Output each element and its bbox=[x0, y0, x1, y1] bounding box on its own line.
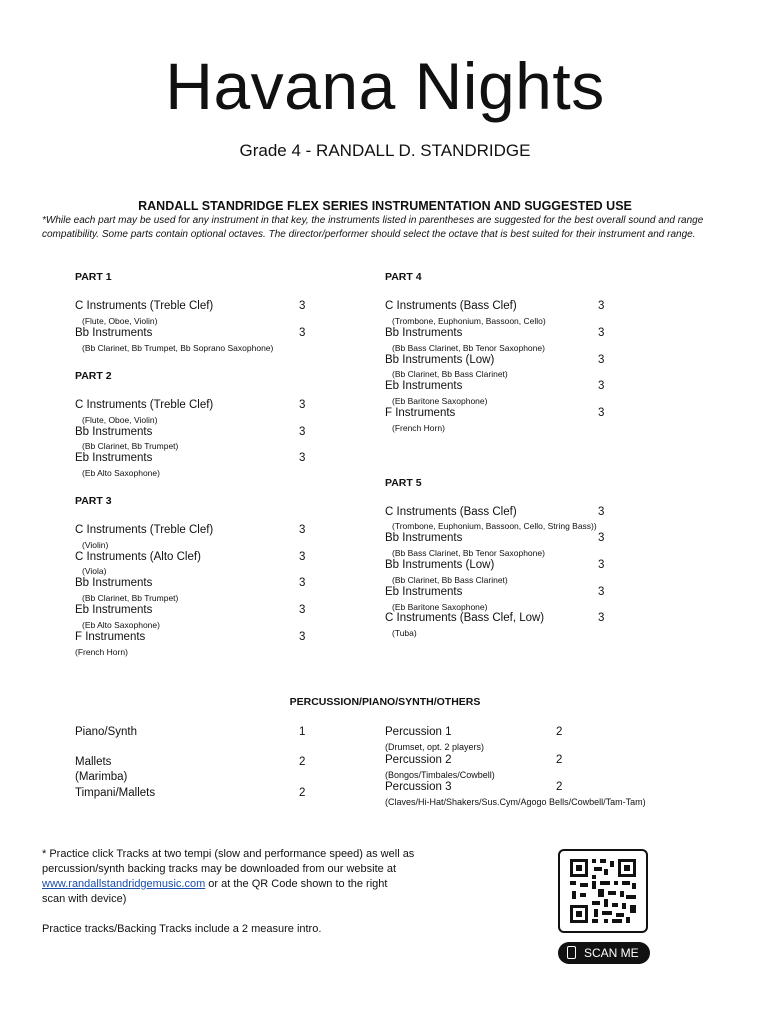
item-qty: 3 bbox=[299, 524, 306, 536]
item-qty: 3 bbox=[299, 426, 306, 438]
part2-title: PART 2 bbox=[75, 370, 112, 382]
percussion-item-sub: (Drumset, opt. 2 players) bbox=[385, 742, 485, 752]
instrumentation-note: *While each part may be used for any instrument in that key, the instruments listed in parentheses are suggested for the best overall sound and range compatibility. Some parts contain optional octaves. The director/performer should select the octave that is best suited for their instrument and range. bbox=[42, 215, 704, 240]
part2-item-sub: (Eb Alto Saxophone) bbox=[82, 468, 160, 478]
part4-item-sub: (Bb Clarinet, Bb Bass Clarinet) bbox=[392, 369, 508, 379]
item-qty: 3 bbox=[299, 577, 306, 589]
item-qty: 1 bbox=[299, 726, 306, 738]
part4-item-sub: (Eb Baritone Saxophone) bbox=[392, 396, 488, 406]
part1-item-sub: (Flute, Oboe, Violin) bbox=[82, 316, 158, 326]
percussion-item bbox=[385, 726, 563, 738]
item-name: Bb Instruments (Low) bbox=[385, 354, 495, 366]
part5-item bbox=[385, 532, 605, 544]
section-heading: RANDALL STANDRIDGE FLEX SERIES INSTRUMENTATION AND SUGGESTED USE bbox=[138, 199, 632, 213]
item-qty: 3 bbox=[598, 532, 605, 544]
item-name: Bb Instruments bbox=[75, 426, 153, 438]
item-qty: 3 bbox=[598, 300, 605, 312]
item-qty: 3 bbox=[598, 354, 605, 366]
item-qty: 3 bbox=[598, 612, 605, 624]
item-name: Piano/Synth bbox=[75, 726, 138, 738]
item-qty: 3 bbox=[299, 399, 306, 411]
item-name: F Instruments bbox=[75, 631, 146, 643]
item-name: C Instruments (Treble Clef) bbox=[75, 524, 214, 536]
item-name: F Instruments bbox=[385, 407, 456, 419]
part5-item bbox=[385, 586, 605, 598]
item-qty: 3 bbox=[299, 452, 306, 464]
part4-item-sub: (French Horn) bbox=[392, 423, 445, 433]
item-name: Bb Instruments bbox=[75, 327, 153, 339]
item-qty: 3 bbox=[598, 407, 605, 419]
part2-item bbox=[75, 399, 306, 411]
item-qty: 3 bbox=[598, 327, 605, 339]
footer-line bbox=[42, 877, 462, 892]
percussion-item-sub: (Claves/Hi-Hat/Shakers/Sus.Cym/Agogo Bells/Cowbell/Tam-Tam) bbox=[385, 797, 646, 807]
item-name: Percussion 3 bbox=[385, 781, 452, 793]
part1-item bbox=[75, 327, 306, 339]
part4-item-sub: (Bb Bass Clarinet, Bb Tenor Saxophone) bbox=[392, 343, 545, 353]
percussion-heading: PERCUSSION/PIANO/SYNTH/OTHERS bbox=[289, 696, 481, 708]
part3-item bbox=[75, 604, 306, 616]
part4-item bbox=[385, 380, 605, 392]
part3-item bbox=[75, 551, 306, 563]
item-qty: 2 bbox=[556, 726, 563, 738]
footer-line-rest: or at the QR Code shown to the right bbox=[205, 878, 388, 890]
part3-item bbox=[75, 524, 306, 536]
item-qty: 2 bbox=[299, 787, 306, 799]
item-name: C Instruments (Treble Clef) bbox=[75, 300, 214, 312]
page-title: Havana Nights bbox=[165, 49, 605, 123]
phone-icon bbox=[567, 946, 576, 959]
item-qty: 3 bbox=[598, 506, 605, 518]
part1-item bbox=[75, 300, 306, 312]
footer-line: scan with device) bbox=[42, 893, 127, 905]
qr-code-frame[interactable] bbox=[558, 849, 648, 933]
footer-line: percussion/synth backing tracks may be downloaded from our website at bbox=[42, 863, 397, 875]
part5-item-sub: (Trombone, Euphonium, Bassoon, Cello, String Bass)) bbox=[392, 521, 597, 531]
part3-item-sub: (French Horn) bbox=[75, 647, 128, 657]
item-name: Bb Instruments bbox=[75, 577, 153, 589]
item-name: Bb Instruments bbox=[385, 532, 463, 544]
item-qty: 3 bbox=[299, 551, 306, 563]
item-name: C Instruments (Bass Clef, Low) bbox=[385, 612, 545, 624]
part3-item-sub: (Bb Clarinet, Bb Trumpet) bbox=[82, 593, 179, 603]
percussion-item-sub: (Bongos/Timbales/Cowbell) bbox=[385, 770, 495, 780]
part4-item bbox=[385, 407, 605, 419]
item-qty: 2 bbox=[299, 756, 306, 768]
item-name: C Instruments (Bass Clef) bbox=[385, 506, 517, 518]
part4-item bbox=[385, 327, 605, 339]
item-qty: 3 bbox=[598, 586, 605, 598]
item-qty: 3 bbox=[299, 300, 306, 312]
footer-intro-note: Practice tracks/Backing Tracks include a 2 measure intro. bbox=[42, 923, 322, 935]
footer-note bbox=[42, 847, 462, 907]
qr-code-icon bbox=[560, 851, 646, 931]
part5-item bbox=[385, 506, 605, 518]
part3-title: PART 3 bbox=[75, 495, 112, 507]
scan-me-badge[interactable] bbox=[558, 942, 650, 964]
item-name: Percussion 1 bbox=[385, 726, 452, 738]
percussion-item bbox=[385, 781, 563, 793]
part4-title: PART 4 bbox=[385, 271, 422, 283]
part5-item-sub: (Bb Bass Clarinet, Bb Tenor Saxophone) bbox=[392, 548, 545, 558]
item-qty: 3 bbox=[299, 631, 306, 643]
part1-title: PART 1 bbox=[75, 271, 112, 283]
item-name: Bb Instruments bbox=[385, 327, 463, 339]
website-link[interactable]: www.randallstandridgemusic.com bbox=[42, 878, 206, 890]
page-subtitle: Grade 4 - RANDALL D. STANDRIDGE bbox=[239, 141, 531, 160]
part3-item-sub: (Violin) bbox=[82, 540, 109, 550]
item-qty: 2 bbox=[556, 781, 563, 793]
percussion-item bbox=[75, 726, 306, 738]
part3-item bbox=[75, 631, 306, 643]
part5-item-sub: (Tuba) bbox=[392, 628, 417, 638]
part5-item-sub: (Bb Clarinet, Bb Bass Clarinet) bbox=[392, 575, 508, 585]
percussion-item bbox=[75, 756, 306, 768]
scan-me-label: SCAN ME bbox=[584, 946, 639, 960]
item-name: Percussion 2 bbox=[385, 754, 452, 766]
part5-item-sub: (Eb Baritone Saxophone) bbox=[392, 602, 488, 612]
part5-title: PART 5 bbox=[385, 477, 422, 489]
item-name: C Instruments (Alto Clef) bbox=[75, 551, 201, 563]
item-qty: 3 bbox=[299, 327, 306, 339]
item-name: C Instruments (Bass Clef) bbox=[385, 300, 517, 312]
part5-item bbox=[385, 612, 605, 624]
item-qty: 3 bbox=[598, 559, 605, 571]
item-name: Eb Instruments bbox=[75, 604, 153, 616]
part2-item bbox=[75, 452, 306, 464]
item-name: Eb Instruments bbox=[385, 586, 463, 598]
part4-item bbox=[385, 354, 605, 366]
part2-item-sub: (Bb Clarinet, Bb Trumpet) bbox=[82, 441, 179, 451]
part4-item-sub: (Trombone, Euphonium, Bassoon, Cello) bbox=[392, 316, 546, 326]
part2-item bbox=[75, 426, 306, 438]
part3-item bbox=[75, 577, 306, 589]
item-name: Eb Instruments bbox=[75, 452, 153, 464]
percussion-item bbox=[385, 754, 563, 766]
part2-item-sub: (Flute, Oboe, Violin) bbox=[82, 415, 158, 425]
item-qty: 2 bbox=[556, 754, 563, 766]
percussion-item bbox=[75, 787, 306, 799]
part3-item-sub: (Eb Alto Saxophone) bbox=[82, 620, 160, 630]
part4-item bbox=[385, 300, 605, 312]
part3-item-sub: (Viola) bbox=[82, 566, 107, 576]
item-name: Bb Instruments (Low) bbox=[385, 559, 495, 571]
percussion-item-sub: (Marimba) bbox=[75, 771, 128, 783]
item-name: Mallets bbox=[75, 756, 112, 768]
item-qty: 3 bbox=[598, 380, 605, 392]
item-name: Eb Instruments bbox=[385, 380, 463, 392]
item-qty: 3 bbox=[299, 604, 306, 616]
part5-item bbox=[385, 559, 605, 571]
item-name: C Instruments (Treble Clef) bbox=[75, 399, 214, 411]
part1-item-sub: (Bb Clarinet, Bb Trumpet, Bb Soprano Saxophone) bbox=[82, 343, 274, 353]
item-name: Timpani/Mallets bbox=[75, 787, 156, 799]
footer-line: * Practice click Tracks at two tempi (slow and performance speed) as well as bbox=[42, 848, 415, 860]
